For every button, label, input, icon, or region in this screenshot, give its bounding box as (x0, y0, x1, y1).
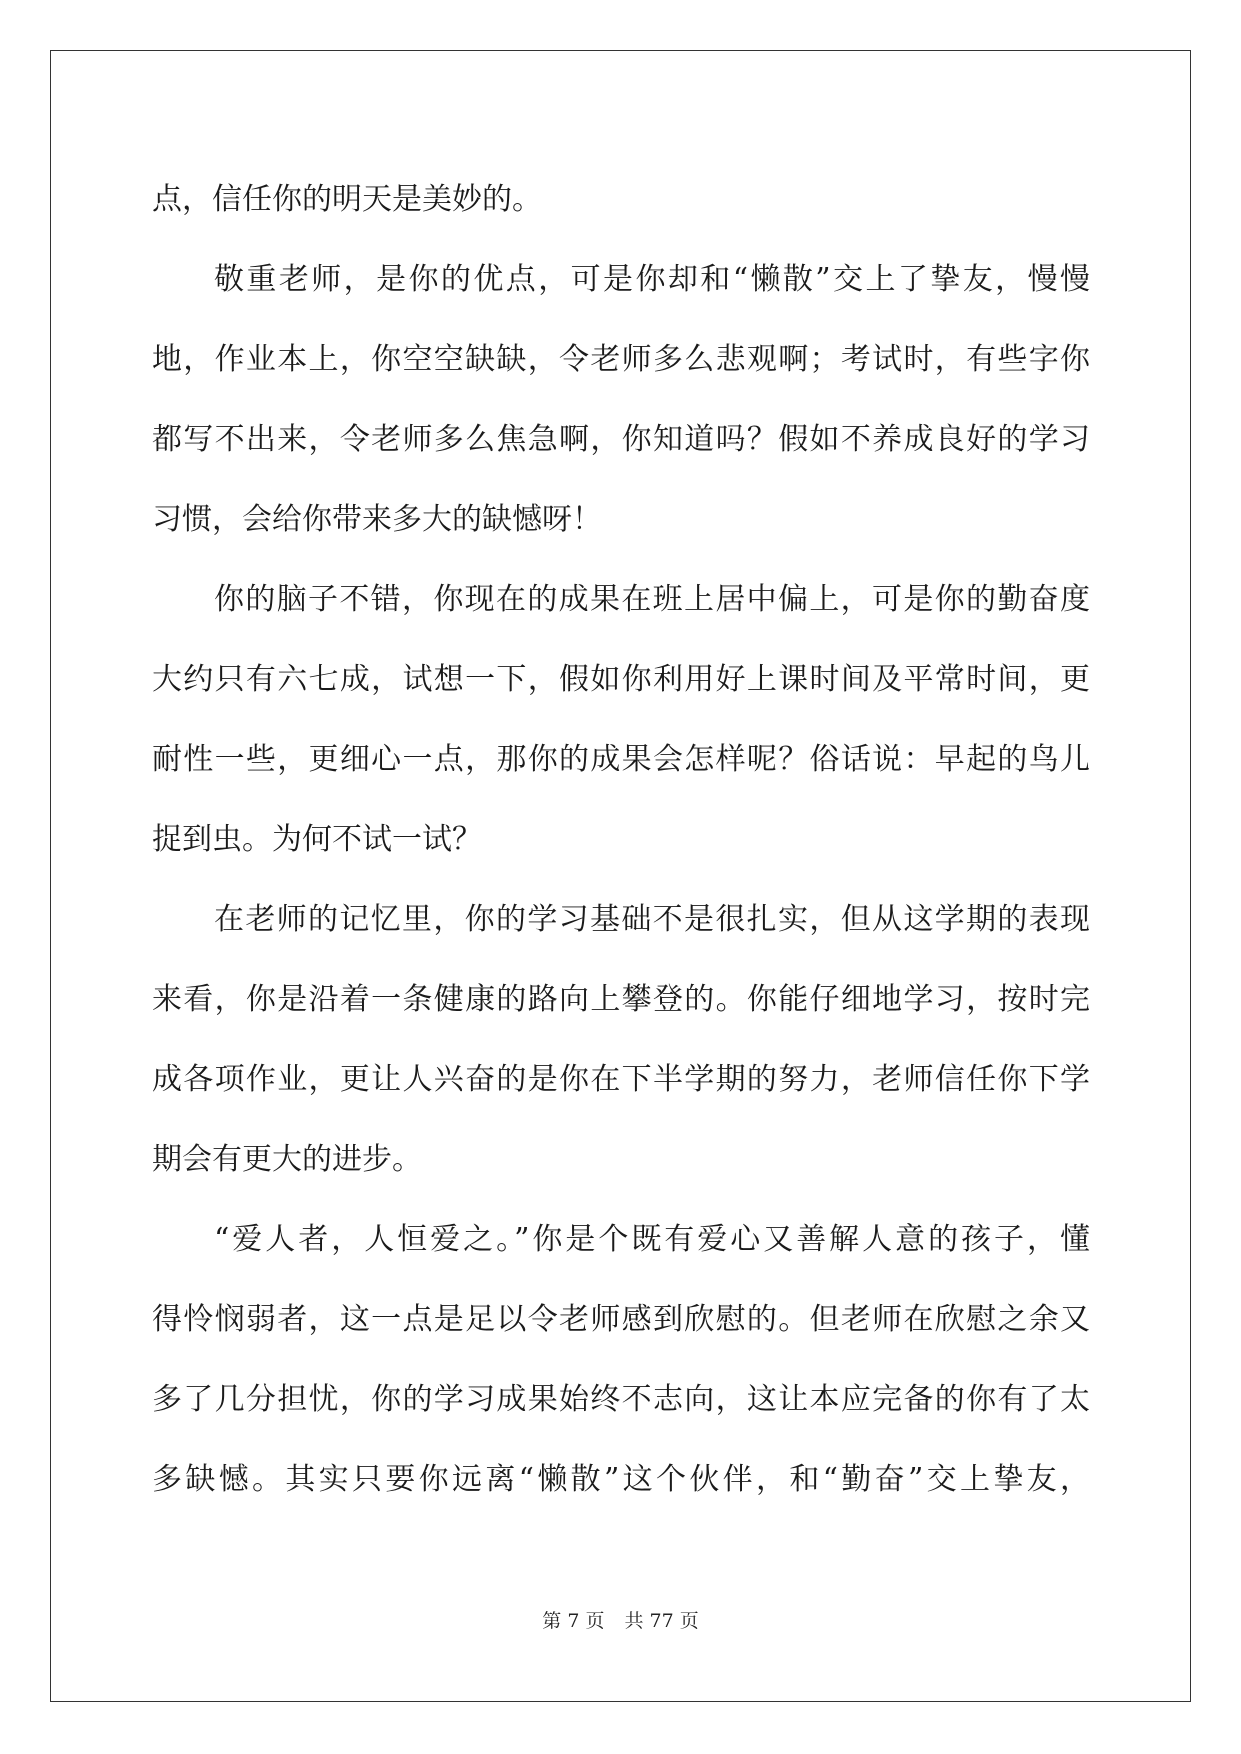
text-line: 得怜悯弱者，这一点是足以令老师感到欣慰的。但老师在欣慰之余又 (152, 1302, 1090, 1337)
document-body (152, 160, 1090, 1520)
text-line: 在老师的记忆里，你的学习基础不是很扎实，但从这学期的表现 (214, 902, 1090, 937)
text-line: “爱人者，人恒爱之。”你是个既有爱心又善解人意的孩子，懂 (214, 1222, 1090, 1257)
text-line: 敬重老师，是你的优点，可是你却和“懒散”交上了挚友，慢慢 (214, 262, 1090, 297)
text-line: 地，作业本上，你空空缺缺，令老师多么悲观啊；考试时，有些字你 (152, 342, 1090, 377)
page-total: 共 77 页 (624, 1610, 699, 1632)
text-line: 你的脑子不错，你现在的成果在班上居中偏上，可是你的勤奋度 (214, 582, 1090, 617)
text-line: 多了几分担忧，你的学习成果始终不志向，这让本应完备的你有了太 (152, 1382, 1090, 1417)
text-line: 捉到虫。为何不试一试？ (152, 822, 482, 857)
page-footer (0, 1606, 1241, 1633)
text-line: 多缺憾。其实只要你远离“懒散”这个伙伴，和“勤奋”交上挚友， (152, 1462, 1090, 1497)
text-line: 都写不出来，令老师多么焦急啊，你知道吗？假如不养成良好的学习 (152, 422, 1090, 457)
text-line: 期会有更大的进步。 (152, 1142, 422, 1177)
text-line: 来看，你是沿着一条健康的路向上攀登的。你能仔细地学习，按时完 (152, 982, 1090, 1017)
text-line: 成各项作业，更让人兴奋的是你在下半学期的努力，老师信任你下学 (152, 1062, 1090, 1097)
text-line: 耐性一些，更细心一点，那你的成果会怎样呢？俗话说：早起的鸟儿 (152, 742, 1090, 777)
text-line: 习惯，会给你带来多大的缺憾呀！ (152, 502, 602, 537)
text-line: 点，信任你的明天是美妙的。 (152, 182, 542, 217)
text-line: 大约只有六七成，试想一下，假如你利用好上课时间及平常时间，更 (152, 662, 1090, 697)
page-number: 第 7 页 (542, 1610, 605, 1632)
